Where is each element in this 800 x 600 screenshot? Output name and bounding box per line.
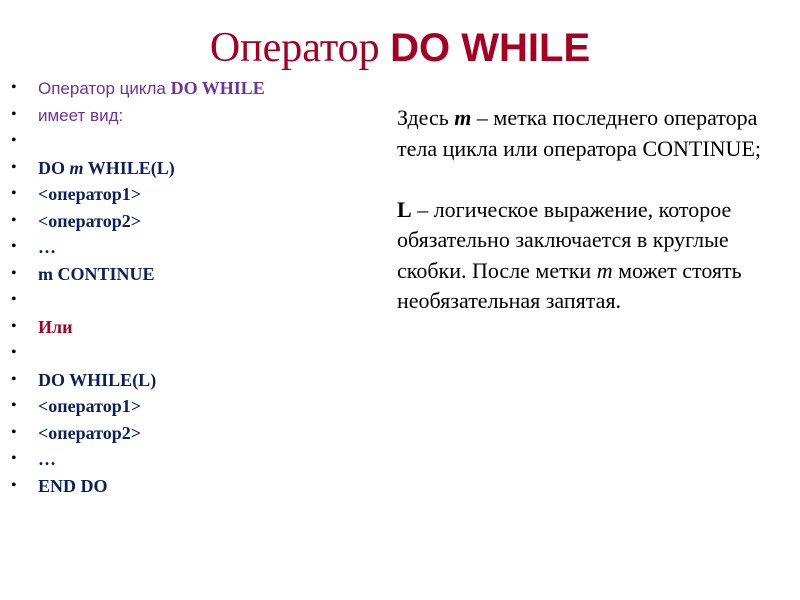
list-item-text: <оператор2> [38, 422, 142, 443]
bullet-icon: • [11, 211, 17, 229]
explanation-paragraph-1: Здесь m – метка последнего оператора тела цикла или оператора CONTINUE; [397, 105, 762, 161]
bullet-icon: • [11, 476, 17, 494]
bullet-icon: • [11, 132, 17, 149]
list-item [0, 393, 380, 420]
bullet-icon: • [11, 370, 17, 388]
list-item [0, 446, 380, 473]
list-item-text: имеет вид: [38, 105, 124, 125]
bullet-icon: • [11, 264, 17, 282]
list-item [0, 208, 380, 235]
label-m-2: m [596, 257, 613, 283]
bullet-icon: • [11, 291, 17, 308]
list-item-text: … [38, 237, 56, 257]
bullet-icon: • [11, 105, 17, 123]
list-item-text: END DO [38, 475, 108, 496]
bullet-icon: • [11, 185, 17, 202]
list-item [0, 128, 380, 155]
bullet-icon: • [11, 423, 17, 441]
list-item-text: <оператор1> [38, 184, 142, 204]
list-item-text: … [38, 449, 56, 469]
list-item-text: <оператор1> [38, 396, 142, 416]
list-item [0, 367, 380, 394]
bullet-icon: • [11, 450, 17, 467]
list-item-text: DO WHILE(L) [38, 369, 157, 390]
bullet-icon: • [11, 79, 17, 96]
list-item-text: m CONTINUE [38, 263, 155, 284]
bullet-icon: • [11, 317, 17, 335]
list-item [0, 420, 380, 447]
syntax-bullet-list [0, 75, 380, 499]
slide-title [0, 22, 800, 74]
label-m: m [454, 105, 472, 130]
list-item [0, 287, 380, 314]
list-item-text: Или [38, 316, 73, 337]
label-L: L [397, 196, 412, 222]
paragraph-gap [397, 164, 787, 195]
list-item [0, 155, 380, 182]
list-item-text: DO [38, 157, 70, 178]
list-item [0, 473, 380, 500]
title-keyword: DO WHILE [390, 26, 591, 70]
list-item-text: <оператор2> [38, 210, 142, 231]
list-item-text: Оператор цикла [38, 79, 171, 98]
list-item-text: DO WHILE [170, 78, 265, 98]
list-item [0, 75, 380, 102]
bullet-icon: • [11, 344, 17, 361]
list-item-text: m [69, 157, 84, 178]
title-prefix: Оператор [209, 25, 391, 71]
list-item [0, 314, 380, 341]
bullet-icon: • [11, 158, 17, 176]
bullet-icon: • [11, 397, 17, 414]
keyword-continue: CONTINUE [642, 135, 755, 161]
explanation-paragraph-2: L – логическое выражение, которое обязательно заключается в круглые скобки. После метки m может стоять необязательная запятая. [397, 196, 742, 313]
explanation-text [397, 103, 787, 317]
list-item-text: WHILE(L) [83, 157, 175, 178]
list-item [0, 261, 380, 288]
list-item [0, 340, 380, 367]
list-item [0, 181, 380, 208]
bullet-icon: • [11, 238, 17, 255]
list-item [0, 234, 380, 261]
list-item [0, 102, 380, 129]
